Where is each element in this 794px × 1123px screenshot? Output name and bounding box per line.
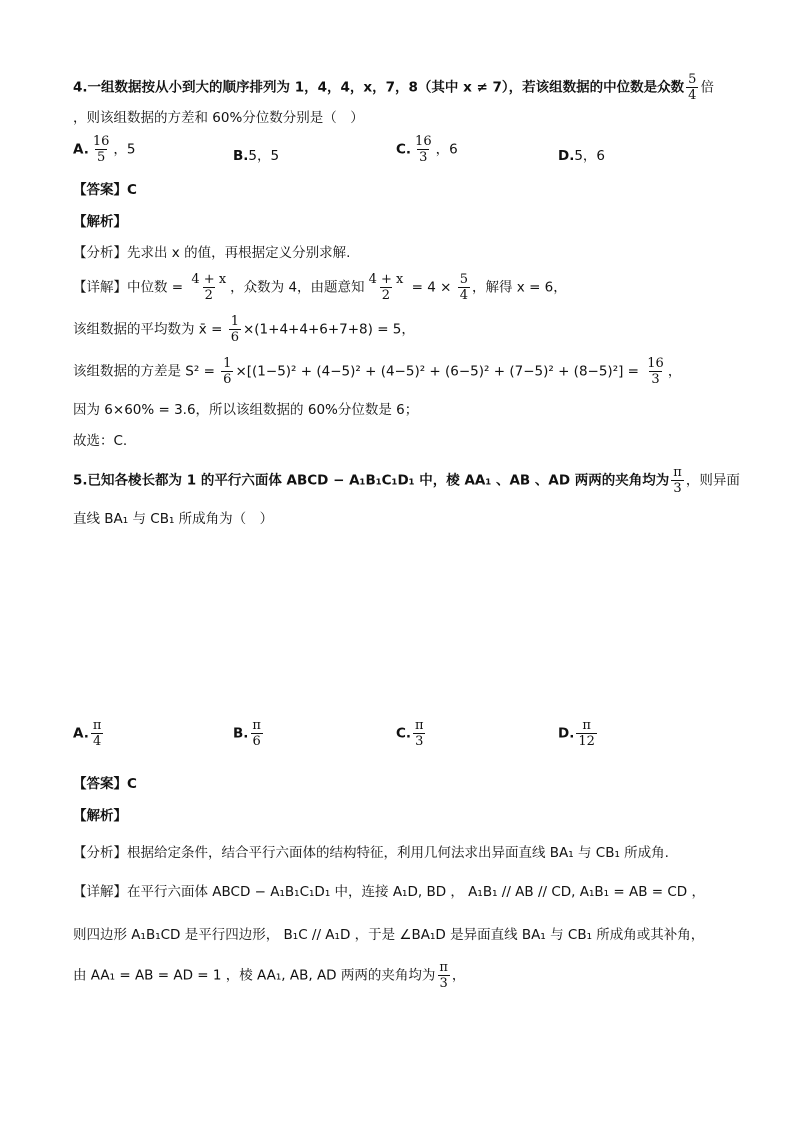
q4-median-fraction: $\frac{4 + x}{2}$ (191, 272, 227, 303)
q4-answer: 【答案】C (73, 182, 137, 198)
q5-option-b[interactable]: B. $\frac{\pi}{6}$ (233, 718, 261, 749)
q4-option-b[interactable]: B.5，5 (233, 148, 280, 164)
q5-fenxi: 【分析】根据给定条件，结合平行六面体的结构特征，利用几何法求出异面直线 BA₁ 与 CB₁ 所成角. (73, 845, 669, 861)
q5-option-c-fraction: $\frac{\pi}{3}$ (415, 718, 424, 749)
q4-option-c[interactable]: C. $\frac{16}{3}$ ，6 (396, 134, 458, 165)
q5-stem-fraction: $\frac{\pi}{3}$ (673, 465, 682, 496)
q5-analysis-title: 【解析】 (73, 808, 127, 824)
q4-choose: 故选：C. (73, 433, 128, 449)
q4-xiangjie: 【详解】中位数 = $\frac{4 + x}{2}$ ，众数为 4，由题意知 $\frac{4 + x}{2}$ = 4 × $\frac{5}{4}$ ，解得 x = 6， (73, 272, 567, 303)
q4-variance-fraction: $\frac{1}{6}$ (223, 356, 232, 387)
q4-stem-text-a: 4.一组数据按从小到大的顺序排列为 1，4，4，x，7，8（其中 x ≠ 7），若该组数据的中位数是众数 (73, 79, 685, 96)
q4-variance-result-fraction: $\frac{16}{3}$ (647, 356, 664, 387)
q4-mean-fraction: $\frac{1}{6}$ (230, 314, 239, 345)
q4-fenxi: 【分析】先求出 x 的值，再根据定义分别求解. (73, 245, 351, 261)
q4-option-c-fraction: $\frac{16}{3}$ (415, 134, 432, 165)
q5-option-d-fraction: $\frac{\pi}{12}$ (578, 718, 595, 749)
q4-option-d[interactable]: D.5，6 (558, 148, 606, 164)
q4-stem-fraction: $\frac{5}{4}$ (688, 72, 697, 103)
q5-option-d[interactable]: D. $\frac{\pi}{12}$ (558, 718, 595, 749)
q4-option-a-fraction: $\frac{16}{5}$ (92, 134, 110, 165)
q4-ratio-fraction: $\frac{5}{4}$ (459, 272, 468, 303)
q4-stem-text-b: 倍 (700, 79, 714, 96)
q5-xiangjie-line3: 由 AA₁ = AB = AD = 1 ，棱 AA₁, AB, AD 两两的夹角均为 $\frac{\pi}{3}$ ， (73, 960, 466, 991)
q5-answer: 【答案】C (73, 776, 137, 792)
q4-mean: 该组数据的平均数为 x̄ = $\frac{1}{6}$ ×(1+4+4+6+7+8) = 5， (73, 314, 415, 345)
q4-analysis-title: 【解析】 (73, 214, 127, 230)
q5-angle-fraction: $\frac{\pi}{3}$ (439, 960, 448, 991)
q5-xiangjie: 【详解】在平行六面体 ABCD − A₁B₁C₁D₁ 中，连接 A₁D, BD ， A₁B₁ // AB // CD, A₁B₁ = AB = CD ， (73, 884, 705, 900)
q5-option-b-fraction: $\frac{\pi}{6}$ (252, 718, 261, 749)
q5-xiangjie-line2: 则四边形 A₁B₁CD 是平行四边形， B₁C // A₁D ，于是 ∠BA₁D 是异面直线 BA₁ 与 CB₁ 所成角或其补角， (73, 927, 705, 943)
q4-condition-fraction: $\frac{4 + x}{2}$ (368, 272, 404, 303)
q4-variance: 该组数据的方差是 S² = $\frac{1}{6}$ ×[(1−5)² + (4−5)² + (4−5)² + (6−5)² + (7−5)² + (8−5)²] = $\frac{16}{3}$ ， (73, 356, 682, 387)
q4-stem-line1 (73, 72, 714, 103)
q5-option-a-fraction: $\frac{\pi}{4}$ (92, 718, 102, 749)
q5-option-a[interactable]: A. $\frac{\pi}{4}$ (73, 718, 102, 749)
q5-stem-line1: 5.已知各棱长都为 1 的平行六面体 ABCD − A₁B₁C₁D₁ 中，棱 AA₁ 、AB 、AD 两两的夹角均为 $\frac{\pi}{3}$ ，则异面 (73, 465, 740, 496)
q4-option-a[interactable]: A. $\frac{16}{5}$ ，5 (73, 134, 136, 165)
q4-percentile: 因为 6×60% = 3.6，所以该组数据的 60%分位数是 6； (73, 402, 419, 418)
q5-stem-line2: 直线 BA₁ 与 CB₁ 所成角为（ ） (73, 511, 274, 527)
q5-stem-text-a: 5.已知各棱长都为 1 的平行六面体 ABCD − A₁B₁C₁D₁ 中，棱 AA₁ 、AB 、AD 两两的夹角均为 (73, 472, 670, 489)
q4-stem-line2: ，则该组数据的方差和 60%分位数分别是（ ） (73, 110, 364, 126)
q5-option-c[interactable]: C. $\frac{\pi}{3}$ (396, 718, 424, 749)
